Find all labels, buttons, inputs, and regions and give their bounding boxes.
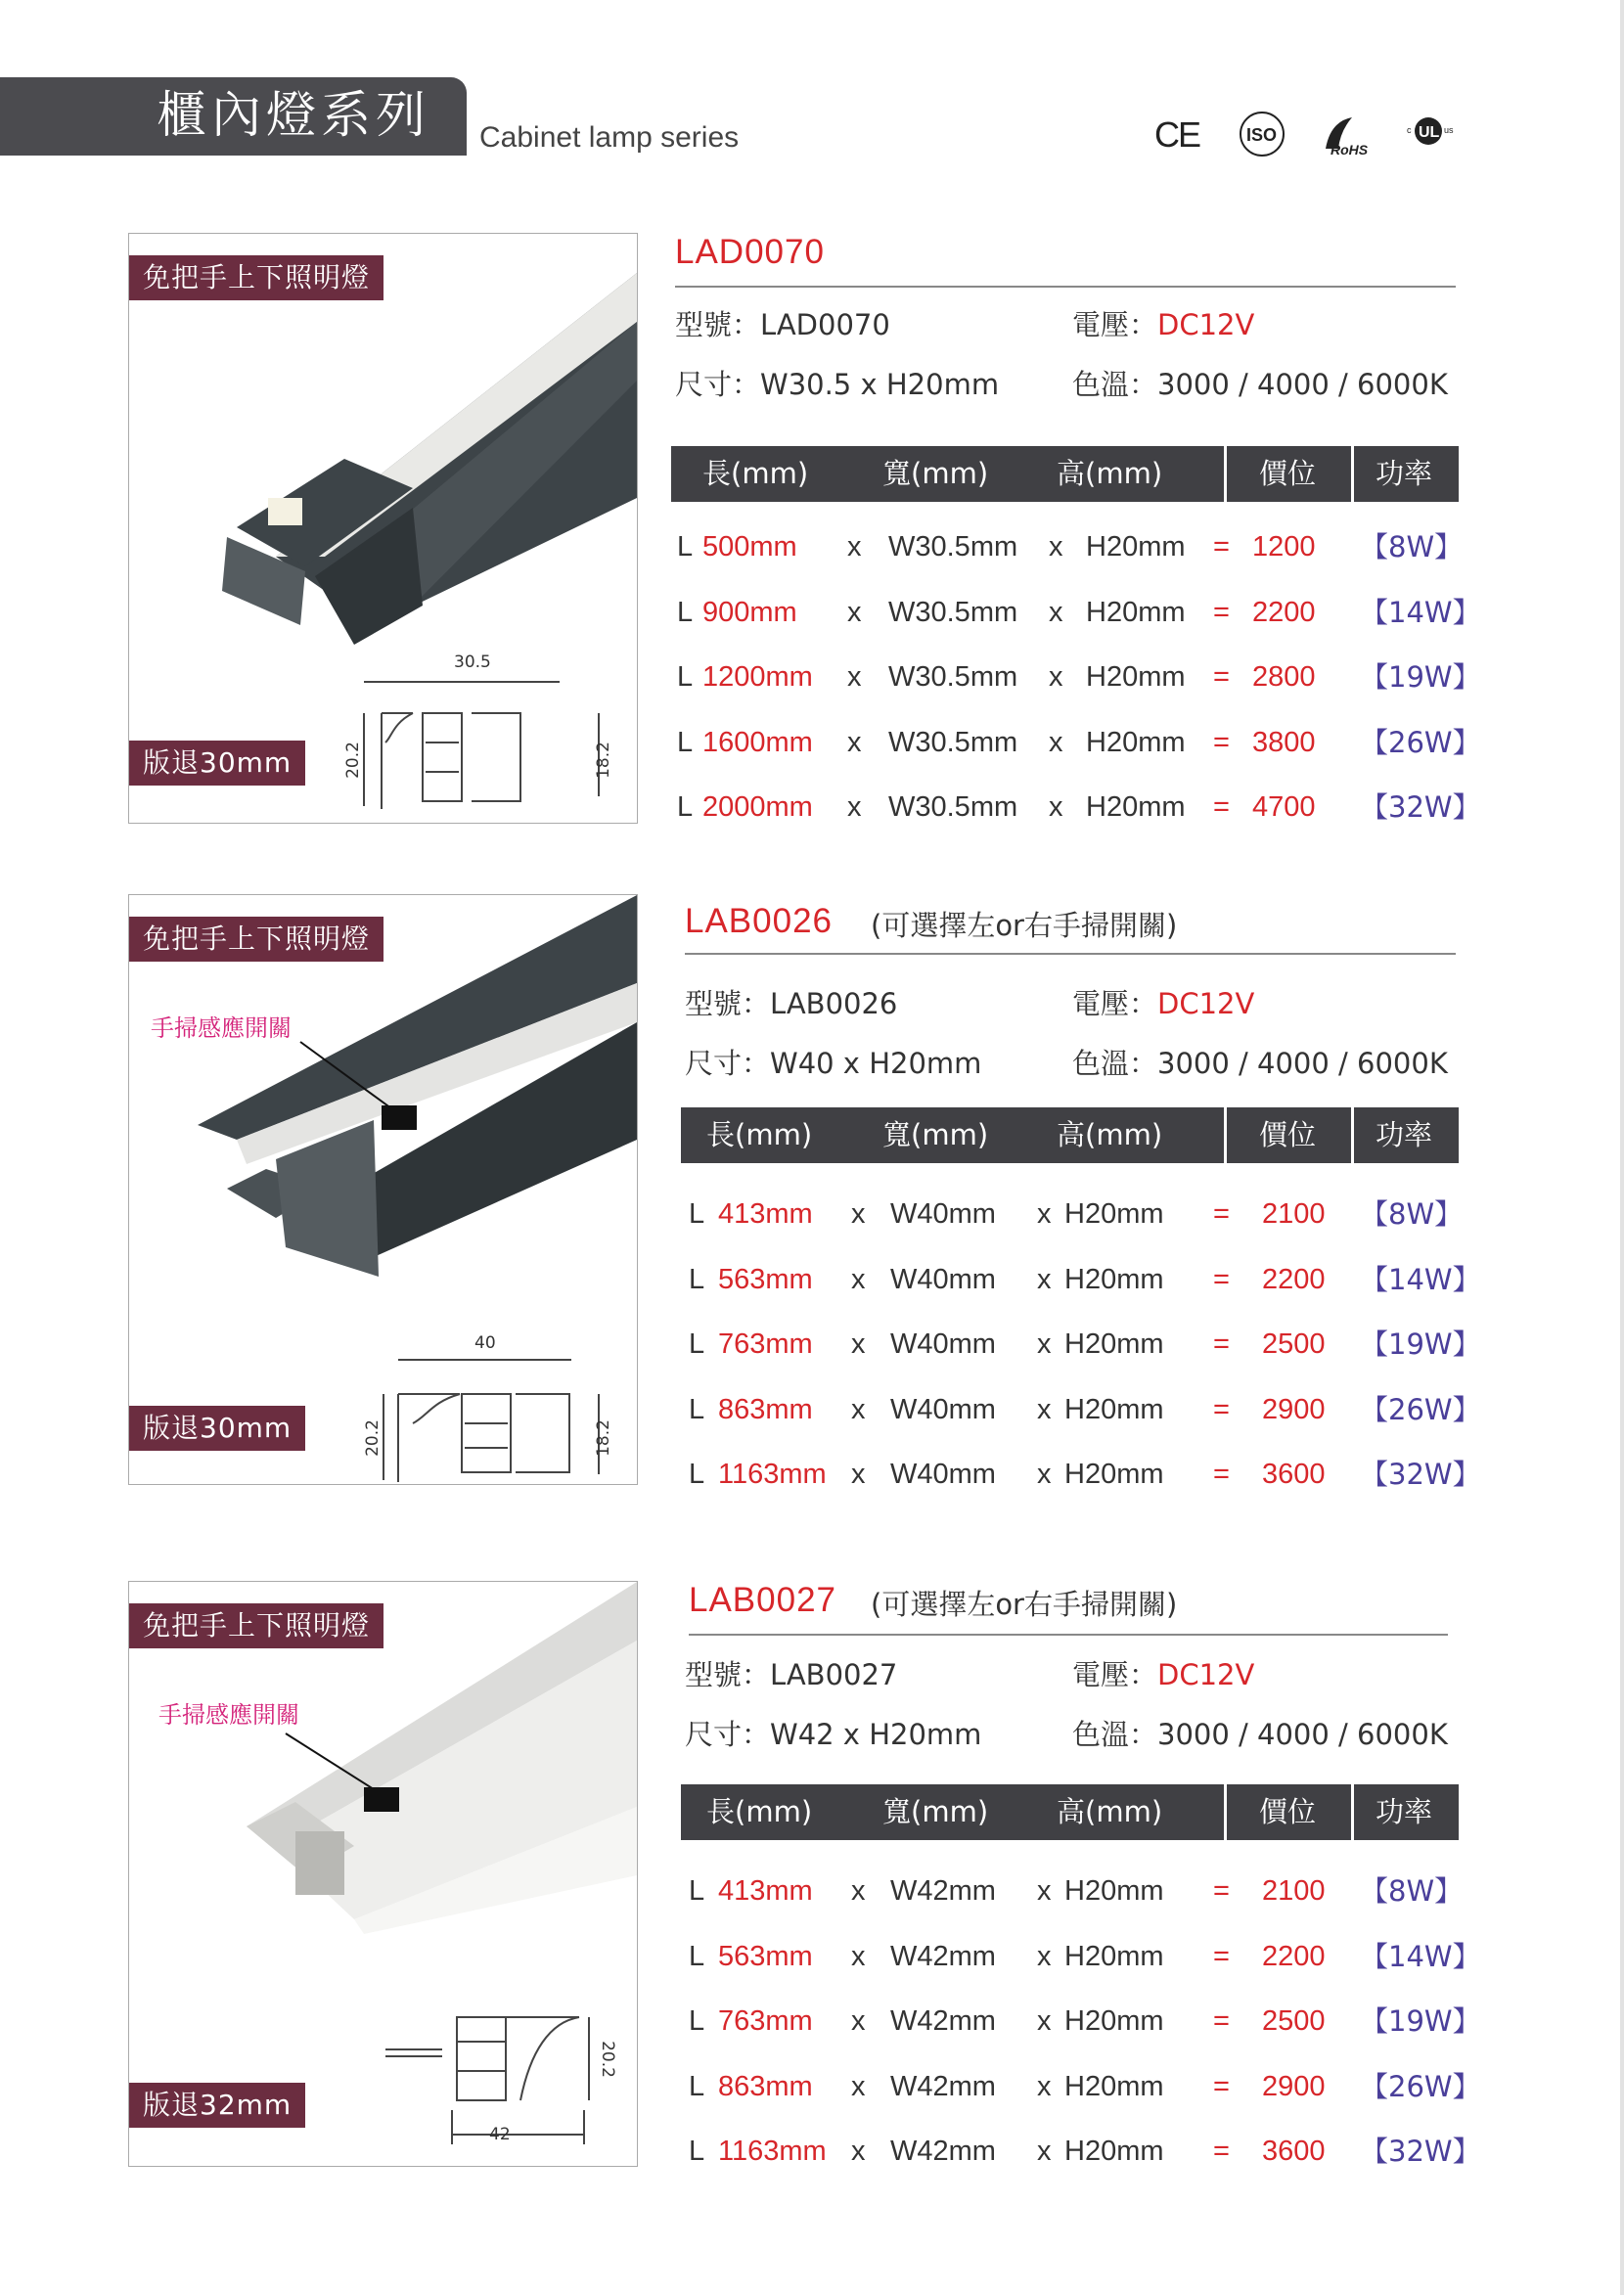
table-row [0,522,1624,571]
row-price: 2100 [1262,1198,1326,1230]
row-width: W42mm [890,1940,996,1972]
title-rule [675,286,1456,288]
spec-value: DC12V [1157,308,1255,341]
rohs-icon [1326,117,1369,158]
row-times: x [851,1459,866,1490]
row-height: H20mm [1086,596,1186,628]
row-times: x [1037,2070,1052,2102]
row-power: 【14W】 [1360,595,1481,629]
row-power: 【26W】 [1360,725,1481,759]
row-height: H20mm [1086,791,1186,823]
row-l: L [689,2136,705,2167]
spec-value: 3000 / 4000 / 6000K [1157,368,1448,401]
row-power: 【8W】 [1360,530,1464,563]
row-price: 2500 [1262,1328,1326,1360]
spec-label: 尺寸： [675,368,761,401]
dim-width-label: 42 [489,2125,511,2144]
col-height: 高(mm) [1057,457,1163,490]
row-power: 【26W】 [1360,2069,1481,2103]
spec-value: LAD0070 [760,308,890,341]
table-row [0,1932,1624,1981]
row-width: W40mm [890,1393,996,1425]
row-width: W42mm [890,2070,996,2102]
row-height: H20mm [1086,531,1186,562]
row-price: 3800 [1252,726,1316,758]
row-power: 【19W】 [1360,1328,1481,1361]
feature-tag: 免把手上下照明燈 [129,255,383,300]
col-power: 功率 [1376,1118,1433,1151]
spec-value: W30.5 x H20mm [760,368,1000,401]
table-row [0,1320,1624,1369]
col-width: 寬(mm) [882,1795,989,1828]
row-height: H20mm [1064,2005,1164,2037]
row-times: x [1049,661,1063,693]
row-price: 2900 [1262,1393,1326,1425]
row-length: 500mm [702,531,797,562]
col-width: 寬(mm) [882,457,989,490]
row-power: 【14W】 [1360,1939,1481,1973]
row-times: x [851,1875,866,1907]
row-l: L [689,1459,705,1490]
row-height: H20mm [1086,661,1186,693]
row-times: x [1049,596,1063,628]
row-length: 863mm [718,2070,813,2102]
row-equals: = [1213,1459,1230,1490]
row-power: 【32W】 [1360,1458,1481,1491]
row-l: L [689,1940,705,1972]
row-price: 2200 [1252,596,1316,628]
row-equals: = [1213,1198,1230,1230]
row-equals: = [1213,531,1230,562]
spec-value: 3000 / 4000 / 6000K [1157,1047,1448,1080]
row-power: 【14W】 [1360,1262,1481,1296]
row-power: 【32W】 [1360,2135,1481,2168]
row-power: 【32W】 [1360,790,1481,824]
spec-label: 色溫： [1072,1047,1158,1080]
dim-left-label: 20.2 [362,1419,383,1457]
row-width: W40mm [890,1198,996,1230]
row-equals: = [1213,2070,1230,2102]
row-l: L [677,531,694,562]
col-length: 長(mm) [702,457,809,490]
row-times: x [847,531,862,562]
row-width: W40mm [890,1328,996,1360]
row-equals: = [1213,1940,1230,1972]
row-width: W30.5mm [888,661,1018,693]
price-table-header [681,1107,1462,1163]
row-height: H20mm [1064,1940,1164,1972]
price-table-header [681,1784,1462,1840]
row-length: 1600mm [702,726,813,758]
row-equals: = [1213,726,1230,758]
row-width: W42mm [890,2136,996,2167]
row-times: x [851,2070,866,2102]
row-width: W30.5mm [888,531,1018,562]
row-power: 【8W】 [1360,1197,1464,1231]
row-length: 563mm [718,1263,813,1295]
col-power: 功率 [1376,457,1433,490]
spec-size [685,1042,981,1082]
row-height: H20mm [1064,1393,1164,1425]
row-equals: = [1213,2005,1230,2037]
row-length: 1163mm [718,1459,827,1490]
row-length: 763mm [718,2005,813,2037]
model-title: LAD0070 [675,233,825,271]
table-row [0,2127,1624,2176]
spec-label: 型號： [675,308,761,341]
title-rule [685,953,1456,955]
row-price: 2200 [1262,1940,1326,1972]
svg-text:us: us [1444,125,1454,135]
row-l: L [689,1263,705,1295]
feature-tag: 免把手上下照明燈 [129,917,383,962]
table-row [0,718,1624,767]
setback-tag: 版退32mm [129,2083,305,2128]
row-l: L [677,596,694,628]
row-times: x [851,1393,866,1425]
row-price: 1200 [1252,531,1316,562]
table-row [0,1997,1624,2046]
row-times: x [851,1940,866,1972]
row-times: x [1037,1328,1052,1360]
row-l: L [689,2070,705,2102]
model-note: (可選擇左or右手掃開關) [871,1588,1178,1621]
svg-text:ISO: ISO [1246,125,1278,145]
spec-size [675,363,999,403]
spec-value: W42 x H20mm [770,1718,982,1751]
dim-right-label: 18.2 [593,742,613,779]
row-times: x [851,2005,866,2037]
svg-text:C: C [1154,114,1180,155]
row-times: x [1037,2136,1052,2167]
row-length: 2000mm [702,791,813,823]
row-times: x [1037,1459,1052,1490]
table-row [0,588,1624,637]
feature-tag: 免把手上下照明燈 [129,1603,383,1648]
col-power: 功率 [1376,1795,1433,1828]
dim-left-label: 20.2 [342,742,363,779]
certification-icons [1145,110,1477,158]
spec-label: 色溫： [1072,368,1158,401]
price-table-header [671,446,1462,502]
spec-cct [1072,1042,1448,1082]
row-height: H20mm [1086,726,1186,758]
row-times: x [851,1263,866,1295]
spec-value: 3000 / 4000 / 6000K [1157,1718,1448,1751]
row-height: H20mm [1064,2136,1164,2167]
row-price: 3600 [1262,1459,1326,1490]
row-price: 3600 [1262,2136,1326,2167]
row-l: L [677,726,694,758]
model-note: (可選擇左or右手掃開關) [871,909,1178,942]
row-height: H20mm [1064,1328,1164,1360]
col-width: 寬(mm) [882,1118,989,1151]
row-times: x [1049,726,1063,758]
spec-value: DC12V [1157,987,1255,1020]
row-l: L [689,1393,705,1425]
switch-label: 手掃感應開關 [158,1701,299,1729]
row-equals: = [1213,661,1230,693]
row-l: L [689,1328,705,1360]
spec-label: 尺寸： [685,1718,771,1751]
row-price: 4700 [1252,791,1316,823]
row-length: 1200mm [702,661,813,693]
row-width: W40mm [890,1263,996,1295]
model-title: LAB0026 [685,902,834,940]
page-title-cn: 櫃內燈系列 [157,87,431,145]
row-equals: = [1213,1875,1230,1907]
title-rule [689,1634,1448,1636]
row-power: 【19W】 [1360,2004,1481,2038]
row-equals: = [1213,791,1230,823]
row-length: 900mm [702,596,797,628]
row-length: 1163mm [718,2136,827,2167]
spec-model [685,1653,897,1693]
spec-cct [1072,363,1448,403]
setback-tag: 版退30mm [129,1406,305,1451]
row-width: W42mm [890,1875,996,1907]
spec-voltage [1072,303,1254,343]
row-times: x [1037,1198,1052,1230]
row-equals: = [1213,1328,1230,1360]
svg-text:c: c [1407,125,1412,135]
table-row [0,1867,1624,1915]
spec-label: 尺寸： [685,1047,771,1080]
row-price: 2900 [1262,2070,1326,2102]
row-price: 2100 [1262,1875,1326,1907]
svg-text:UL: UL [1419,124,1440,141]
row-times: x [1049,531,1063,562]
row-power: 【26W】 [1360,1392,1481,1426]
spec-label: 電壓： [1072,987,1158,1020]
spec-voltage [1072,1653,1254,1693]
row-height: H20mm [1064,2070,1164,2102]
row-l: L [689,1875,705,1907]
spec-cct [1072,1713,1448,1753]
svg-text:E: E [1178,114,1202,155]
spec-value: DC12V [1157,1658,1255,1691]
row-length: 413mm [718,1198,813,1230]
row-times: x [1037,1940,1052,1972]
spec-value: LAB0026 [770,987,898,1020]
spec-label: 電壓： [1072,308,1158,341]
spec-label: 色溫： [1072,1718,1158,1751]
row-equals: = [1213,1263,1230,1295]
row-times: x [847,726,862,758]
row-l: L [689,1198,705,1230]
row-height: H20mm [1064,1459,1164,1490]
row-price: 2200 [1262,1263,1326,1295]
table-row [0,652,1624,701]
row-l: L [677,661,694,693]
spec-size [685,1713,981,1753]
col-height: 高(mm) [1057,1795,1163,1828]
row-width: W30.5mm [888,596,1018,628]
row-l: L [677,791,694,823]
col-length: 長(mm) [706,1795,813,1828]
model-title: LAB0027 [689,1581,837,1619]
row-times: x [851,2136,866,2167]
spec-value: W40 x H20mm [770,1047,982,1080]
row-times: x [1037,1393,1052,1425]
row-width: W30.5mm [888,791,1018,823]
row-equals: = [1213,2136,1230,2167]
row-length: 563mm [718,1940,813,1972]
table-row [0,1190,1624,1238]
setback-tag: 版退30mm [129,741,305,786]
dim-right-label: 18.2 [593,1419,613,1457]
row-times: x [1037,1875,1052,1907]
switch-label: 手掃感應開關 [151,1014,292,1042]
row-height: H20mm [1064,1263,1164,1295]
row-times: x [847,791,862,823]
table-row [0,1385,1624,1434]
row-height: H20mm [1064,1875,1164,1907]
spec-voltage [1072,982,1254,1022]
row-length: 863mm [718,1393,813,1425]
table-row [0,1450,1624,1499]
ul-icon [1407,117,1454,145]
row-power: 【8W】 [1360,1874,1464,1908]
row-width: W42mm [890,2005,996,2037]
dim-right-label: 20.2 [597,2041,617,2078]
dim-width-label: 30.5 [454,652,491,672]
row-times: x [1049,791,1063,823]
svg-text:RoHS: RoHS [1331,142,1369,158]
row-l: L [689,2005,705,2037]
table-row [0,1255,1624,1304]
row-times: x [847,596,862,628]
spec-model [675,303,890,343]
row-times: x [851,1328,866,1360]
table-row [0,2062,1624,2111]
spec-label: 電壓： [1072,1658,1158,1691]
row-times: x [851,1198,866,1230]
table-row [0,783,1624,832]
ce-mark-icon [1154,114,1201,155]
row-width: W40mm [890,1459,996,1490]
spec-label: 型號： [685,1658,771,1691]
row-height: H20mm [1064,1198,1164,1230]
row-price: 2500 [1262,2005,1326,2037]
page-title-en: Cabinet lamp series [479,121,740,154]
col-price: 價位 [1259,457,1317,490]
col-length: 長(mm) [706,1118,813,1151]
row-equals: = [1213,1393,1230,1425]
row-equals: = [1213,596,1230,628]
col-height: 高(mm) [1057,1118,1163,1151]
dim-width-label: 40 [474,1333,496,1353]
row-length: 763mm [718,1328,813,1360]
row-length: 413mm [718,1875,813,1907]
spec-label: 型號： [685,987,771,1020]
iso-icon [1241,112,1284,156]
col-price: 價位 [1259,1118,1317,1151]
row-times: x [1037,2005,1052,2037]
row-power: 【19W】 [1360,660,1481,694]
row-times: x [847,661,862,693]
row-price: 2800 [1252,661,1316,693]
spec-model [685,982,897,1022]
row-width: W30.5mm [888,726,1018,758]
col-price: 價位 [1259,1795,1317,1828]
row-times: x [1037,1263,1052,1295]
spec-value: LAB0027 [770,1658,898,1691]
